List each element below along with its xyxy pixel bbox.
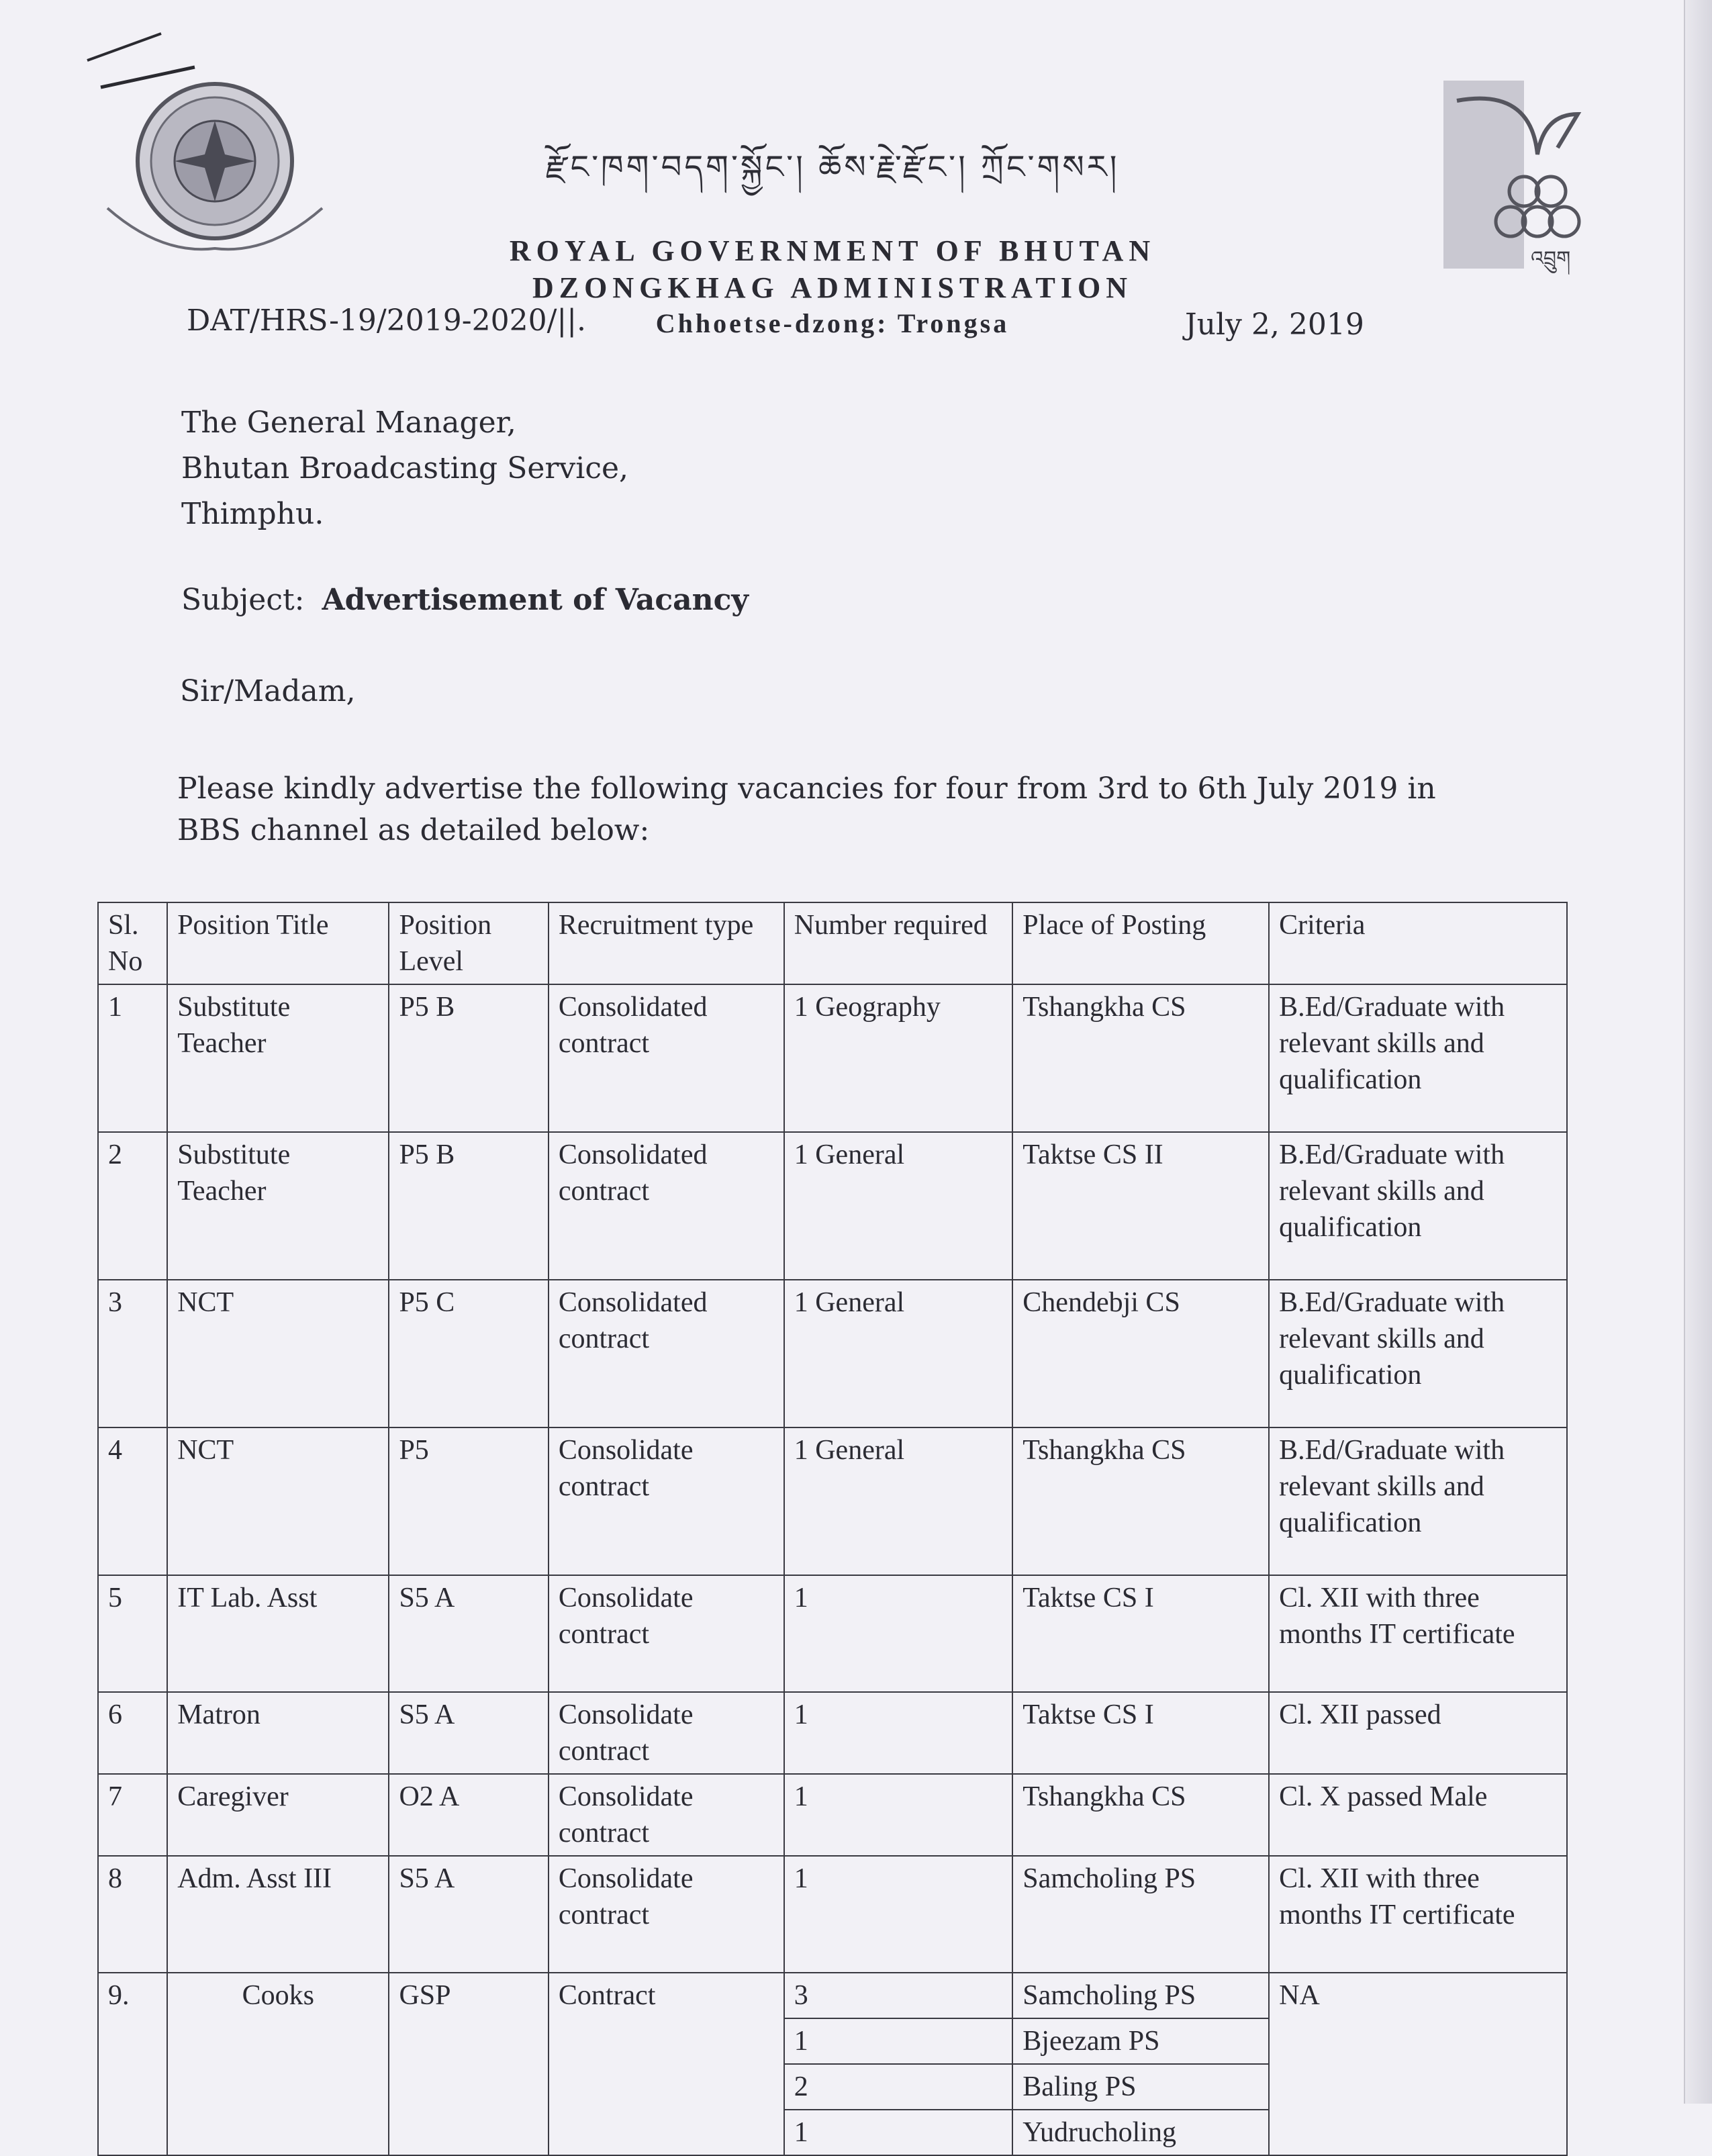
emblem-caption: འབྲུག [1531,247,1571,271]
cell-type: Consolidate contract [549,1427,784,1575]
table-header-row [98,902,1567,984]
cell-place: Tshangkha CS [1012,984,1269,1132]
cell-place: Chendebji CS [1012,1280,1269,1427]
cell-criteria: NA [1269,1973,1567,2155]
cell-number: 1 [784,1856,1013,1973]
cell-level: S5 A [389,1575,548,1692]
header-position-level: Position Level [389,902,548,984]
table-row [98,1280,1567,1427]
cell-sl: 2 [98,1132,167,1280]
cell-place: Taktse CS I [1012,1692,1269,1774]
cell-type: Contract [549,1973,784,2155]
table-row [98,1692,1567,1774]
cell-place: Tshangkha CS [1012,1427,1269,1575]
cell-number: 1 [784,2018,1013,2064]
header-number-required: Number required [784,902,1013,984]
cell-number: 3 [784,1973,1013,2018]
cell-criteria: Cl. X passed Male [1269,1774,1567,1856]
cell-place: Baling PS [1012,2064,1269,2110]
cell-sl: 3 [98,1280,167,1427]
page-edge [1684,0,1712,2104]
addressee-line: Bhutan Broadcasting Service, [181,451,629,485]
cell-criteria: B.Ed/Graduate with relevant skills and qualification [1269,1280,1567,1427]
cell-title: Caregiver [167,1774,389,1856]
table-row [98,1774,1567,1856]
letterhead-location: Chhoetse-dzong: Trongsa [655,308,1010,338]
royal-emblem [1437,74,1598,289]
cell-title: Substitute Teacher [167,984,389,1132]
cell-number: 1 [784,1692,1013,1774]
table-row-cooks [98,1973,1567,2018]
cell-sl: 4 [98,1427,167,1575]
cell-criteria: Cl. XII passed [1269,1692,1567,1774]
body-paragraph: Please kindly advertise the following vacancies for four from 3rd to 6th July 2019 in BBS channel as detailed below: [177,771,1436,847]
cell-title: NCT [167,1427,389,1575]
header-recruitment-type: Recruitment type [549,902,784,984]
reference-number: DAT/HRS-19/2019-2020/||. [187,303,587,338]
cell-level: O2 A [389,1774,548,1856]
cell-criteria: Cl. XII with three months IT certificate [1269,1575,1567,1692]
addressee-block [181,400,628,537]
cell-number: 2 [784,2064,1013,2110]
table-row [98,1132,1567,1280]
cell-title: Substitute Teacher [167,1132,389,1280]
table-row [98,984,1567,1132]
cell-number: 1 General [784,1280,1013,1427]
cell-sl: 7 [98,1774,167,1856]
cell-place: Samcholing PS [1012,1973,1269,2018]
header-sl-no: Sl. No [98,902,167,984]
cell-type: Consolidated contract [549,1280,784,1427]
cell-number: 1 Geography [784,984,1013,1132]
cell-sl: 1 [98,984,167,1132]
letterhead-title: ROYAL GOVERNMENT OF BHUTAN [509,234,1156,267]
cell-sl: 9. [98,1973,167,2155]
table-row [98,1427,1567,1575]
cell-criteria: Cl. XII with three months IT certificate [1269,1856,1567,1973]
cell-criteria: B.Ed/Graduate with relevant skills and qualification [1269,1132,1567,1280]
cell-level: S5 A [389,1692,548,1774]
cell-title: Adm. Asst III [167,1856,389,1973]
cell-type: Consolidated contract [549,1132,784,1280]
cell-type: Consolidated contract [549,984,784,1132]
header-position-title: Position Title [167,902,389,984]
cell-level: P5 B [389,1132,548,1280]
salutation: Sir/Madam, [180,674,356,708]
cell-title: Cooks [167,1973,389,2155]
cell-place: Bjeezam PS [1012,2018,1269,2064]
cell-number: 1 General [784,1132,1013,1280]
cell-title: Matron [167,1692,389,1774]
cell-number: 1 [784,1774,1013,1856]
subject-label: Subject: [181,583,305,617]
cell-level: P5 B [389,984,548,1132]
addressee-line: Thimphu. [181,497,324,531]
cell-place: Taktse CS I [1012,1575,1269,1692]
cell-place: Taktse CS II [1012,1132,1269,1280]
cell-sl: 8 [98,1856,167,1973]
letter-date: July 2, 2019 [1185,308,1364,342]
table-row [98,1575,1567,1692]
header-place-of-posting: Place of Posting [1012,902,1269,984]
cell-place: Tshangkha CS [1012,1774,1269,1856]
header-criteria: Criteria [1269,902,1567,984]
addressee-line: The General Manager, [181,406,516,440]
dzongkhag-seal-emblem [94,81,336,255]
cell-type: Consolidate contract [549,1774,784,1856]
letterhead-dzongkha: རྫོང་ཁག་བདག་སྐྱོང་། ཆོས་རྗེ་རྫོང་། ཀྲོང་གསར། [545,148,1120,186]
subject-line [181,583,749,617]
vacancy-table [97,902,1568,2156]
cell-criteria: B.Ed/Graduate with relevant skills and qualification [1269,1427,1567,1575]
cell-number: 1 [784,1575,1013,1692]
cell-number: 1 General [784,1427,1013,1575]
cell-number: 1 [784,2110,1013,2155]
cell-type: Consolidate contract [549,1856,784,1973]
cell-sl: 5 [98,1575,167,1692]
cell-type: Consolidate contract [549,1575,784,1692]
cell-title: IT Lab. Asst [167,1575,389,1692]
cell-title: NCT [167,1280,389,1427]
cell-level: GSP [389,1973,548,2155]
cell-criteria: B.Ed/Graduate with relevant skills and qualification [1269,984,1567,1132]
cell-place: Yudrucholing [1012,2110,1269,2155]
table-row [98,1856,1567,1973]
cell-level: P5 C [389,1280,548,1427]
subject-text: Advertisement of Vacancy [322,583,749,617]
letterhead-subtitle: DZONGKHAG ADMINISTRATION [532,271,1133,304]
cell-level: S5 A [389,1856,548,1973]
cell-place: Samcholing PS [1012,1856,1269,1973]
cell-type: Consolidate contract [549,1692,784,1774]
cell-sl: 6 [98,1692,167,1774]
cell-level: P5 [389,1427,548,1575]
